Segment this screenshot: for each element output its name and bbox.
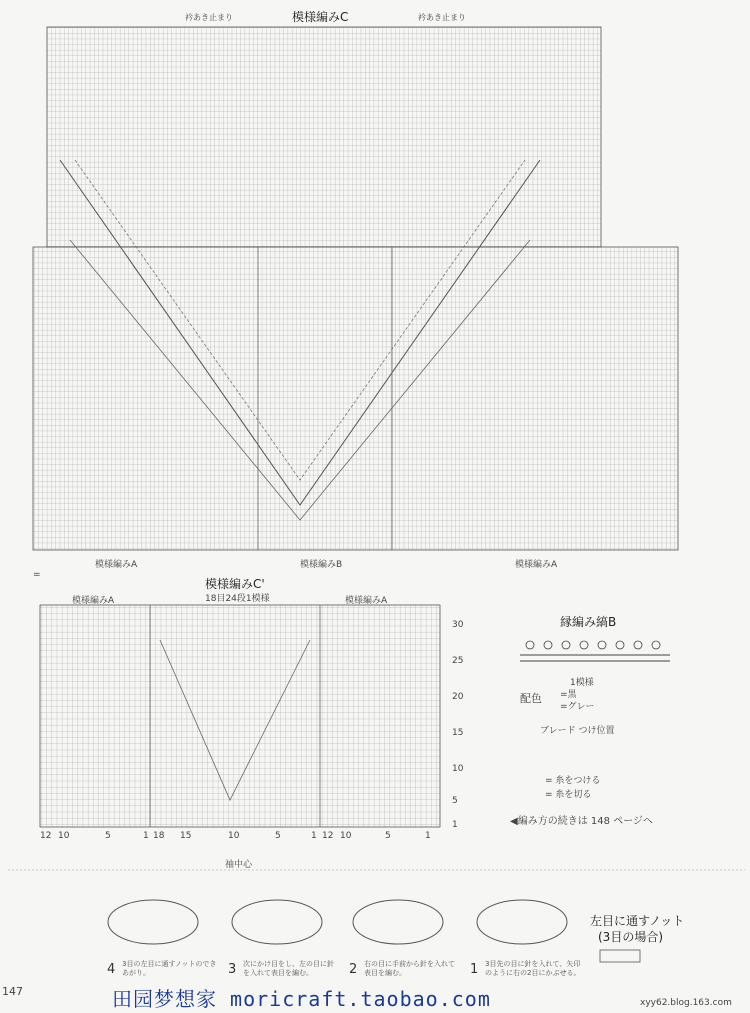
color-gray: =グレー [560,702,595,712]
cut-yarn: = 糸を切る [545,790,592,800]
step-2-num: 2 [349,962,358,977]
col-num: 1 [425,831,431,841]
col-num: 1 [311,831,317,841]
row-num: 30 [452,620,464,630]
repeat-label: 18目24段1模様 [205,594,270,604]
step-1-num: 1 [470,962,479,977]
row-num: 25 [452,656,464,666]
sleeve-chart-title: 模様編みC' [205,577,265,591]
watermark: xyy62.blog.163.com [640,998,732,1008]
row-num: 20 [452,692,464,702]
top-chart-lower-grid [33,247,678,550]
step-4-caption: 3目の左目に通すノットのできあがり。 [122,960,217,977]
edging-title: 縁編み縞B [560,615,617,629]
attach-yarn: = 糸をつける [545,776,601,786]
step-3-num: 3 [228,962,237,977]
col-num: 10 [58,831,70,841]
col-num: 5 [105,831,111,841]
sleeve-center-label: 袖中心 [225,860,253,870]
color-black: =黒 [560,690,577,700]
col-num: 18 [153,831,165,841]
col-num: 5 [385,831,391,841]
row-num: 1 [452,820,458,830]
col-num: 15 [180,831,192,841]
step-3-caption: 次にかけ目をし、左の目に針を入れて表目を編む。 [243,960,334,977]
edging-repeat: 1模様 [570,678,594,688]
row-num: 5 [452,796,458,806]
bottom-label-a-right: 模様編みA [515,560,558,570]
color-title: 配色 [520,692,542,705]
col-num: 10 [340,831,352,841]
step-2-caption: 右の目に手前から針を入れて表目を編む。 [364,960,455,977]
row-num: 10 [452,764,464,774]
step-4-num: 4 [107,962,116,977]
technique-title-2: (3目の場合) [598,930,663,944]
braid-position: ブレード つけ位置 [540,726,615,736]
sleeve-top-label-left: 模様編みA [72,596,115,606]
bottom-label-b: 模様編みB [300,560,343,570]
footer-text: 田园梦想家 moricraft.taobao.com [112,987,491,1011]
col-num: 5 [275,831,281,841]
col-num: 12 [40,831,52,841]
page-number: 147 [2,985,23,998]
bottom-label-a-left: 模様編みA [95,560,138,570]
row-num: 15 [452,728,464,738]
top-chart-upper-grid [47,27,601,247]
continue-note: ◀編み方の続きは 148 ページへ [510,816,653,827]
col-num: 10 [228,831,240,841]
collar-stop-left: 衿あき止まり [185,13,233,22]
step-1-caption: 3目先の目に針を入れて、矢印のように右の2目にかぶせる。 [485,960,581,977]
col-num: 12 [322,831,334,841]
col-num: 1 [143,831,149,841]
sleeve-chart-grid [40,605,440,827]
top-chart-title: 模様編みC [292,10,349,24]
legend-box: = [33,570,41,580]
sleeve-top-label-right: 模様編みA [345,596,388,606]
technique-title-1: 左目に通すノット [590,914,685,928]
collar-stop-right: 衿あき止まり [418,13,466,22]
